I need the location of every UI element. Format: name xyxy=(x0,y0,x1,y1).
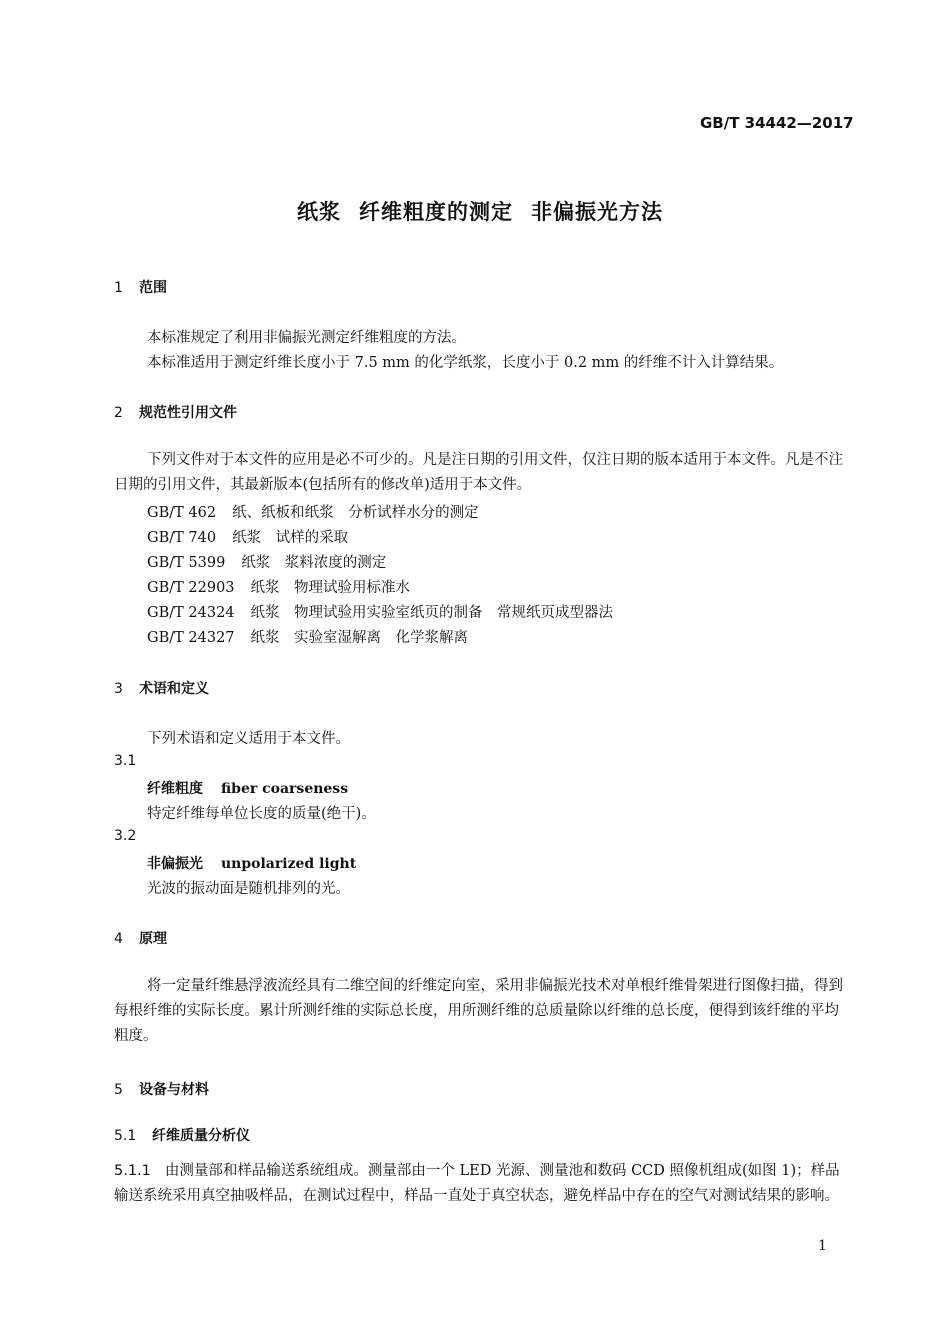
reference-code: GB/T 740 xyxy=(147,530,217,546)
subsection-number: 5.1 xyxy=(114,1128,137,1144)
section-title: 设备与材料 xyxy=(139,1082,209,1098)
term-zh: 纤维粗度 xyxy=(147,781,203,797)
section-title: 范围 xyxy=(139,280,167,296)
title-part-3: 非偏振光方法 xyxy=(531,200,663,224)
section-number: 5 xyxy=(114,1082,123,1098)
section-4-heading xyxy=(114,928,167,948)
reference-title: 纸浆 实验室湿解离 化学浆解离 xyxy=(250,630,469,646)
section-number: 4 xyxy=(114,931,123,947)
term-definition: 光波的振动面是随机排列的光。 xyxy=(147,881,350,897)
reference-code: GB/T 22903 xyxy=(147,580,235,596)
term-number: 3.1 xyxy=(114,753,137,769)
reference-title: 纸浆 试样的采取 xyxy=(232,530,349,546)
section-3-heading xyxy=(114,678,209,698)
reference-code: GB/T 5399 xyxy=(147,555,226,571)
subsection-5-1-heading xyxy=(114,1125,250,1145)
term-en: unpolarized light xyxy=(221,856,357,872)
document-title xyxy=(0,196,950,226)
reference-title: 纸浆 物理试验用实验室纸页的制备 常规纸页成型器法 xyxy=(250,605,614,621)
reference-title: 纸浆 浆料浓度的测定 xyxy=(241,555,387,571)
section-title: 术语和定义 xyxy=(139,681,209,697)
section-2-heading xyxy=(114,402,237,422)
reference-item xyxy=(147,576,410,597)
reference-code: GB/T 24327 xyxy=(147,630,235,646)
reference-item xyxy=(147,551,386,572)
reference-item xyxy=(147,601,613,622)
section-number: 3 xyxy=(114,681,123,697)
section-number: 1 xyxy=(114,280,123,296)
term-definition: 特定纤维每单位长度的质量(绝干)。 xyxy=(147,806,376,822)
section-1-heading xyxy=(114,277,167,297)
section-1-paragraph-2: 本标准适用于测定纤维长度小于 7.5 mm 的化学纸浆，长度小于 0.2 mm 的纤维不计入计算结果。 xyxy=(147,355,784,371)
section-4-paragraph: 将一定量纤维悬浮液流经具有二维空间的纤维定向室，采用非偏振光技术对单根纤维骨架进行图像扫描，得到每根纤维的实际长度。累计所测纤维的实际总长度，用所测纤维的总质量除以纤维的总长度，便得到该纤维的平均粗度。 xyxy=(114,978,843,1044)
subsection-title: 纤维质量分析仪 xyxy=(152,1128,250,1144)
clause-5-1-1 xyxy=(114,1159,850,1209)
term-heading xyxy=(147,853,356,873)
title-part-1: 纸浆 xyxy=(297,200,341,224)
clause-number: 5.1.1 xyxy=(114,1163,151,1179)
reference-item xyxy=(147,526,348,547)
page-number: 1 xyxy=(818,1238,827,1254)
reference-code: GB/T 24324 xyxy=(147,605,235,621)
reference-title: 纸、纸板和纸浆 分析试样水分的测定 xyxy=(232,505,479,521)
reference-item xyxy=(147,626,468,647)
reference-code: GB/T 462 xyxy=(147,505,217,521)
standard-code: GB/T 34442—2017 xyxy=(700,114,854,132)
reference-title: 纸浆 物理试验用标准水 xyxy=(250,580,411,596)
clause-text: 由测量部和样品输送系统组成。测量部由一个 LED 光源、测量池和数码 CCD 照像机组成(如图 1)；样品输送系统采用真空抽吸样品，在测试过程中，样品一直处于真空状态，避免样品中存在的空气对测试结果的影响。 xyxy=(114,1163,840,1204)
section-number: 2 xyxy=(114,405,123,421)
term-number: 3.2 xyxy=(114,828,137,844)
term-heading xyxy=(147,778,348,798)
section-1-paragraph-1: 本标准规定了利用非偏振光测定纤维粗度的方法。 xyxy=(147,330,466,346)
term-en: fiber coarseness xyxy=(221,781,349,797)
section-title: 规范性引用文件 xyxy=(139,405,237,421)
reference-item xyxy=(147,501,479,522)
title-part-2: 纤维粗度的测定 xyxy=(359,200,513,224)
section-2-intro: 下列文件对于本文件的应用是必不可少的。凡是注日期的引用文件，仅注日期的版本适用于本文件。凡是不注日期的引用文件，其最新版本(包括所有的修改单)适用于本文件。 xyxy=(114,452,843,493)
section-title: 原理 xyxy=(139,931,167,947)
section-5-heading xyxy=(114,1079,209,1099)
section-3-intro: 下列术语和定义适用于本文件。 xyxy=(147,731,350,747)
term-zh: 非偏振光 xyxy=(147,856,203,872)
